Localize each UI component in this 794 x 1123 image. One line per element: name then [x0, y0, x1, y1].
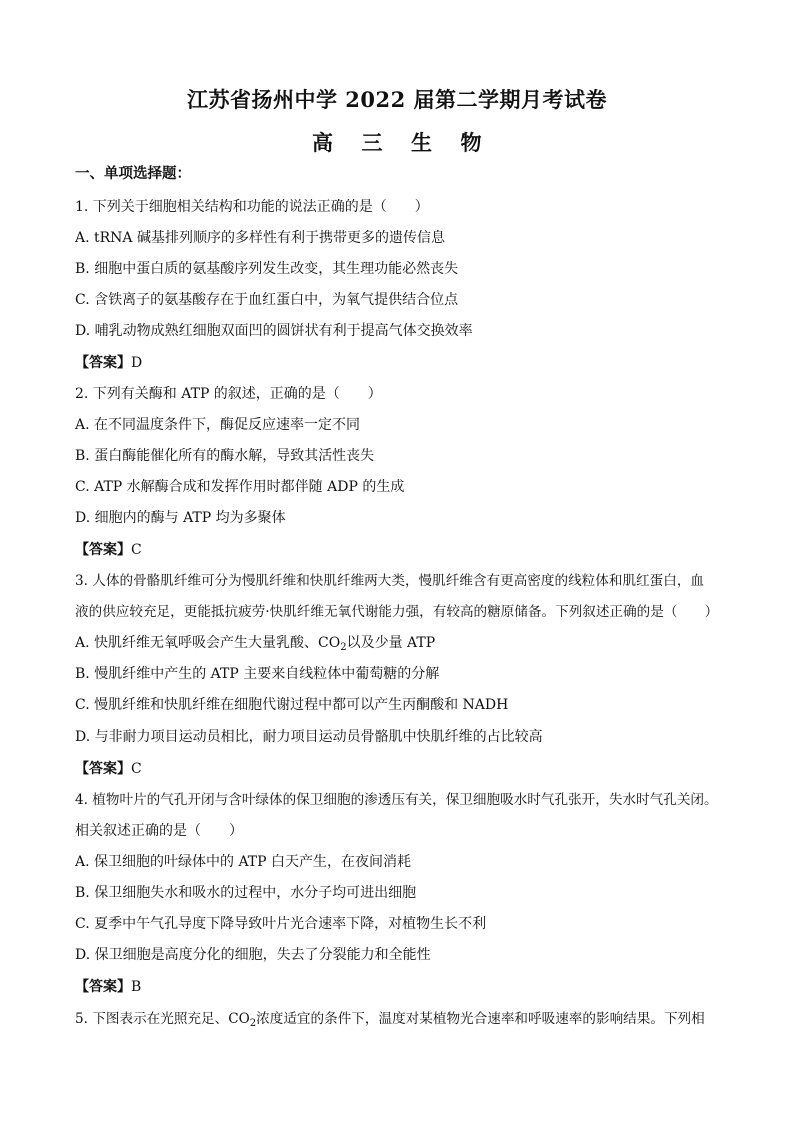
question-3-stem-line2: 液的供应较充足，更能抵抗疲劳·快肌纤维无氧代谢能力强，有较高的糖原储备。下列叙述正确的是（ ）: [75, 604, 719, 620]
question-3-option-b: B. 慢肌纤维中产生的 ATP 主要来自线粒体中葡萄糖的分解: [75, 666, 440, 682]
question-4-option-a: A. 保卫细胞的叶绿体中的 ATP 白天产生，在夜间消耗: [75, 854, 412, 870]
question-3-option-d: D. 与非耐力项目运动员相比，耐力项目运动员骨骼肌中快肌纤维的占比较高: [75, 729, 543, 745]
question-4-option-d: D. 保卫细胞是高度分化的细胞，失去了分裂能力和全能性: [75, 947, 431, 963]
subject-char: 物: [460, 130, 482, 155]
subject-char: 三: [361, 130, 383, 155]
question-4-stem-line2: 相关叙述正确的是（ ）: [75, 823, 243, 839]
subscript: 2: [340, 642, 347, 653]
question-4-option-b: B. 保卫细胞失水和吸水的过程中，水分子均可进出细胞: [75, 885, 417, 901]
question-2-option-b: B. 蛋白酶能催化所有的酶水解，导致其活性丧失: [75, 448, 375, 464]
question-2-option-a: A. 在不同温度条件下，酶促反应速率一定不同: [75, 417, 361, 433]
subject-char: 高: [312, 130, 334, 155]
question-2-option-c: C. ATP 水解酶合成和发挥作用时都伴随 ADP 的生成: [75, 479, 405, 495]
question-5-stem: [75, 1009, 705, 1029]
question-1-option-d: D. 哺乳动物成熟红细胞双面凹的圆饼状有利于提高气体交换效率: [75, 323, 473, 339]
option-text: A. 快肌纤维无氧呼吸会产生大量乳酸、CO: [75, 635, 341, 651]
answer-label: 【答案】: [75, 979, 131, 995]
answer-value: B: [131, 979, 142, 995]
exam-title: 江苏省扬州中学 2022 届第二学期月考试卷: [186, 87, 608, 112]
question-3-stem-line1: 3. 人体的骨骼肌纤维可分为慢肌纤维和快肌纤维两大类，慢肌纤维含有更高密度的线粒体和肌红蛋白，血: [75, 573, 705, 589]
option-text: 以及少量 ATP: [346, 635, 436, 651]
question-4-answer: [75, 977, 141, 997]
section-heading: 一、单项选择题：: [75, 165, 191, 182]
answer-label: 【答案】: [75, 355, 131, 371]
question-2-option-d: D. 细胞内的酶与 ATP 均为多聚体: [75, 510, 286, 526]
stem-text: 5. 下图表示在光照充足、CO: [75, 1011, 250, 1027]
answer-value: C: [131, 761, 142, 777]
answer-label: 【答案】: [75, 761, 131, 777]
question-1-option-a: A. tRNA 碱基排列顺序的多样性有利于携带更多的遗传信息: [75, 230, 445, 246]
subject-char: 生: [411, 130, 433, 155]
question-1-option-b: B. 细胞中蛋白质的氨基酸序列发生改变，其生理功能必然丧失: [75, 261, 459, 277]
question-4-stem-line1: 4. 植物叶片的气孔开闭与含叶绿体的保卫细胞的渗透压有关，保卫细胞吸水时气孔张开，失水时气孔关闭。: [75, 792, 718, 808]
subscript: 2: [249, 1018, 257, 1029]
question-1-stem: 1. 下列关于细胞相关结构和功能的说法正确的是（ ）: [75, 199, 429, 215]
answer-value: D: [131, 355, 143, 371]
answer-value: C: [131, 542, 142, 558]
subject-title: [0, 127, 794, 157]
question-3-answer: [75, 759, 142, 779]
question-1-option-c: C. 含铁离子的氨基酸存在于血红蛋白中，为氧气提供结合位点: [75, 292, 459, 308]
question-2-answer: [75, 540, 142, 560]
question-3-option-a: [75, 633, 435, 653]
question-3-option-c: C. 慢肌纤维和快肌纤维在细胞代谢过程中都可以产生丙酮酸和 NADH: [75, 697, 509, 713]
question-4-option-c: C. 夏季中午气孔导度下降导致叶片光合速率下降，对植物生长不利: [75, 916, 487, 932]
answer-label: 【答案】: [75, 542, 131, 558]
stem-text: 浓度适宜的条件下，温度对某植物光合速率和呼吸速率的影响结果。下列相: [256, 1011, 705, 1027]
question-1-answer: [75, 353, 142, 373]
question-2-stem: 2. 下列有关酶和 ATP 的叙述，正确的是（ ）: [75, 386, 382, 402]
